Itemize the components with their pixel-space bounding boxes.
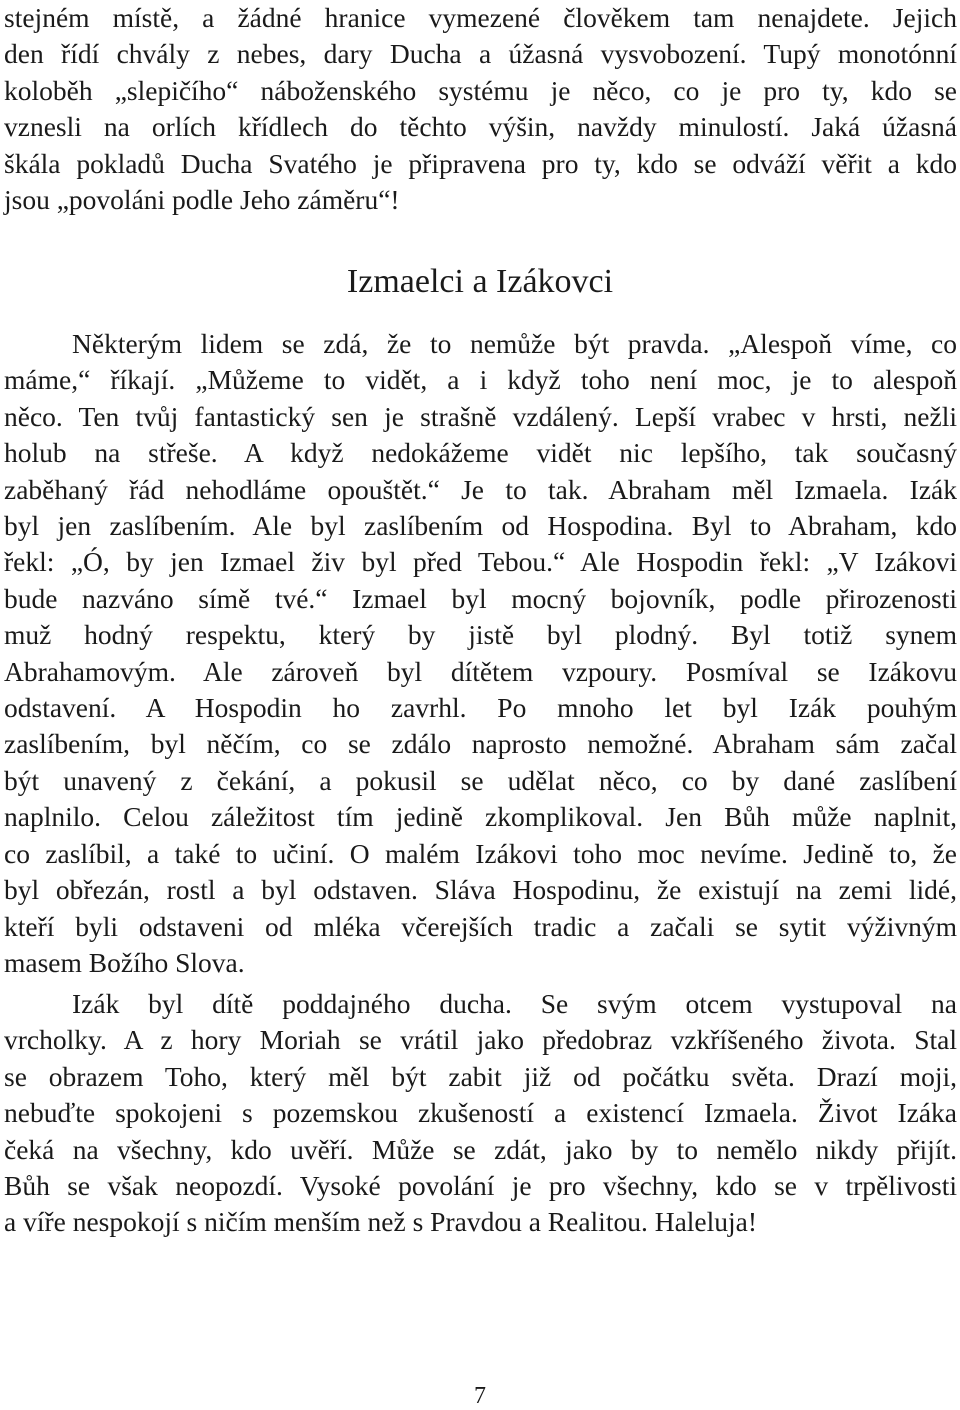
paragraph-continued: [4, 0, 957, 218]
text-line: co zaslíbil, a také to učiní. O malém Izákovi toho moc nevíme. Jedině to, že: [4, 837, 957, 869]
paragraph: [4, 326, 957, 981]
paragraph: [4, 986, 957, 1241]
text-line: škála pokladů Ducha Svatého je připravena pro ty, kdo se odváží věřit a kdo: [4, 147, 957, 179]
page-number: 7: [474, 1383, 486, 1409]
section-heading: Izmaelci a Izákovci: [346, 263, 614, 300]
text-line: Bůh se však neopozdí. Vysoké povolání je pro všechny, kdo se v trpělivosti: [4, 1170, 957, 1202]
text-line: něco. Ten tvůj fantastický sen je strašně vzdálený. Lepší vrabec v hrsti, nežli: [4, 400, 957, 432]
text-line: masem Božího Slova.: [4, 946, 245, 978]
text-line: stejném místě, a žádné hranice vymezené člověkem tam nenajdete. Jejich: [4, 2, 957, 33]
text-line: jsou „povoláni podle Jeho záměru“!: [4, 184, 400, 216]
text-line: vznesli na orlích křídlech do těchto výšin, navždy minulostí. Jaká úžasná: [4, 111, 957, 143]
text-line: naplnilo. Celou záležitost tím jedině zkomplikoval. Jen Bůh může naplnit,: [4, 801, 957, 833]
text-line: se obrazem Toho, který měl být zabit již od počátku světa. Drazí moji,: [4, 1060, 957, 1092]
text-line: máme,“ říkají. „Můžeme to vidět, a i když toho není moc, je to alespoň: [4, 364, 957, 396]
text-line: bude nazváno símě tvé.“ Izmael byl mocný bojovník, podle přirozenosti: [4, 582, 957, 614]
text-line: byl obřezán, rostl a byl odstaven. Sláva Hospodinu, že existují na zemi lidé,: [4, 874, 957, 906]
text-line: zaslíbením, byl něčím, co se zdálo naprosto nemožné. Abraham sám začal: [4, 728, 957, 760]
text-line: nebuďte spokojeni s pozemskou zkušeností a existencí Izmaela. Život Izáka: [4, 1097, 957, 1129]
text-line: řekl: „Ó, by jen Izmael živ byl před Tebou.“ Ale Hospodin řekl: „V Izákovi: [4, 546, 957, 578]
text-line: kteří byli odstaveni od mléka včerejších tradic a začali se sytit výživným: [4, 910, 957, 942]
text-line: Abrahamovým. Ale zároveň byl dítětem vzpoury. Posmíval se Izákovu: [4, 655, 957, 687]
text-line: koloběh „slepičího“ náboženského systému je něco, co je pro ty, kdo se: [4, 74, 957, 106]
text-line: den řídí chvály z nebes, dary Ducha a úžasná vysvobození. Tupý monotónní: [4, 38, 957, 70]
text-line: Některým lidem se zdá, že to nemůže být pravda. „Alespoň víme, co: [72, 328, 957, 359]
text-line: odstavení. A Hospodin ho zavrhl. Po mnoho let byl Izák pouhým: [4, 692, 957, 724]
text-line: muž hodný respektu, který by jistě byl plodný. Byl totiž synem: [4, 619, 957, 651]
text-line: čeká na všechny, kdo uvěří. Může se zdát, jako by to nemělo nikdy přijít.: [4, 1133, 957, 1165]
text-line: a víře nespokojí s ničím menším než s Pravdou a Realitou. Haleluja!: [4, 1206, 758, 1238]
text-line: zaběhaný řád nehodláme opouštět.“ Je to tak. Abraham měl Izmaela. Izák: [4, 473, 957, 505]
text-line: byl jen zaslíbením. Ale byl zaslíbením od Hospodina. Byl to Abraham, kdo: [4, 510, 957, 542]
text-line: vrcholky. A z hory Moriah se vrátil jako předobraz vzkříšeného života. Stal: [4, 1024, 957, 1056]
text-line: Izák byl dítě poddajného ducha. Se svým otcem vystupoval na: [72, 988, 957, 1019]
text-line: být unavený z čekání, a pokusil se udělat něco, co by dané zaslíbení: [4, 764, 957, 796]
text-line: holub na střeše. A když nedokážeme vidět nic lepšího, tak současný: [4, 437, 957, 469]
